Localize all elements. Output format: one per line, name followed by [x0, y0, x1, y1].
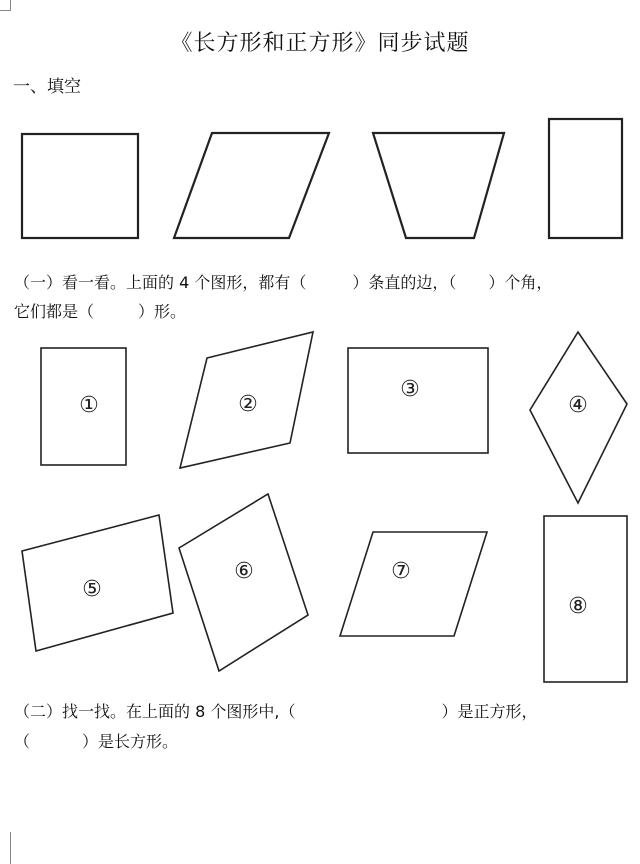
q1-label: （一）看一看。上面的	[14, 273, 175, 292]
page-title: 《长方形和正方形》同步试题	[170, 31, 470, 56]
shape-label-7: ⑦	[391, 559, 411, 584]
shape-label-8: ⑧	[568, 594, 588, 619]
q2-text-b: ）是正方形，	[441, 702, 538, 721]
q1-square	[22, 134, 138, 238]
q2-text-a: 个图形中,（	[210, 702, 296, 721]
q1-text-a: 个图形，都有（	[194, 273, 307, 292]
q1-parallelogram	[174, 133, 329, 238]
q1-text-b: ）条直的边，（	[352, 273, 457, 292]
shape-label-6: ⑥	[234, 559, 254, 584]
q1-count: 4	[179, 273, 190, 292]
q2-label: （二）找一找。在上面的	[14, 702, 191, 721]
q1-line2-b: ）形。	[138, 302, 187, 321]
q1-trapezoid	[373, 133, 504, 238]
shape-label-2: ②	[238, 392, 258, 417]
q1-rectangle	[549, 119, 622, 238]
shape-label-4: ④	[568, 393, 588, 418]
question-2-line-1	[14, 697, 538, 726]
question-1-line-1	[14, 268, 552, 297]
q2-count: 8	[195, 702, 206, 721]
question-2-line-2	[14, 727, 178, 756]
shape-7	[340, 532, 487, 636]
shape-label-3: ③	[400, 377, 420, 402]
shape-label-1: ①	[79, 393, 99, 418]
question-1-line-2	[14, 297, 186, 326]
q1-line2-a: 它们都是（	[14, 302, 95, 321]
q2-line2-a: （	[14, 732, 31, 751]
q2-line2-b: ）是长方形。	[82, 732, 179, 751]
section-heading: 一、填空	[13, 77, 81, 97]
shape-label-5: ⑤	[82, 577, 102, 602]
q1-text-c: ）个角，	[488, 273, 553, 292]
